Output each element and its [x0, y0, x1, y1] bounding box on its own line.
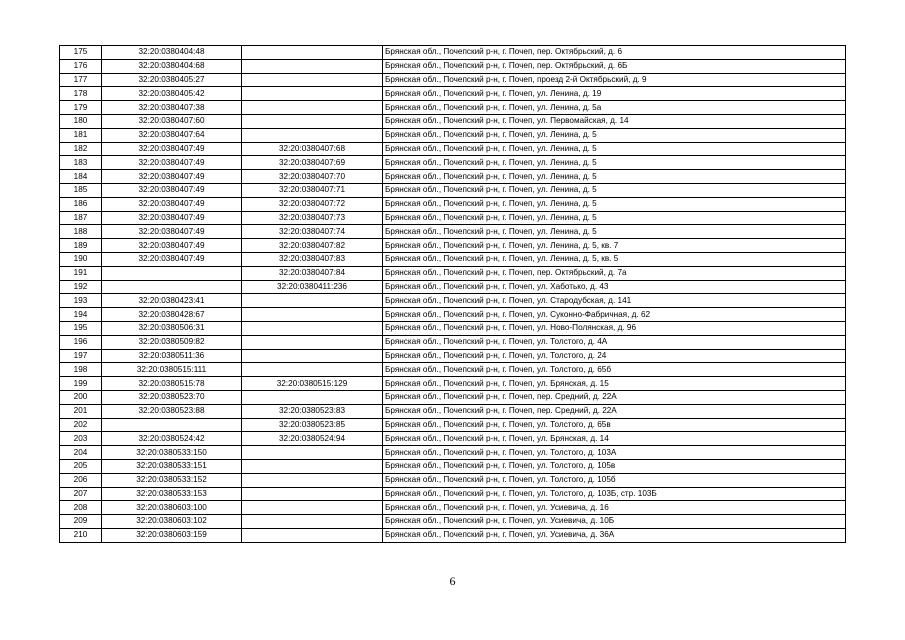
row-number-cell: 200 — [60, 390, 102, 404]
table-row — [60, 487, 846, 501]
related-cadastral-number-cell — [242, 390, 383, 404]
cadastral-number-cell: 32:20:0380407:64 — [102, 128, 242, 142]
cadastral-number-cell — [102, 418, 242, 432]
related-cadastral-number-cell: 32:20:0380407:68 — [242, 142, 383, 156]
related-cadastral-number-cell — [242, 321, 383, 335]
related-cadastral-number-cell — [242, 473, 383, 487]
table-row — [60, 446, 846, 460]
address-cell: Брянская обл., Почепский р-н, г. Почеп, ул. Хаботько, д. 43 — [383, 280, 846, 294]
cadastral-number-cell: 32:20:0380523:70 — [102, 390, 242, 404]
table-row — [60, 46, 846, 60]
address-cell: Брянская обл., Почепский р-н, г. Почеп, ул. Ленина, д. 19 — [383, 87, 846, 101]
cadastral-number-cell: 32:20:0380407:60 — [102, 114, 242, 128]
table-row — [60, 528, 846, 542]
row-number-cell: 201 — [60, 404, 102, 418]
related-cadastral-number-cell — [242, 46, 383, 60]
related-cadastral-number-cell — [242, 528, 383, 542]
row-number-cell: 203 — [60, 432, 102, 446]
related-cadastral-number-cell: 32:20:0380407:69 — [242, 156, 383, 170]
related-cadastral-number-cell: 32:20:0380523:85 — [242, 418, 383, 432]
related-cadastral-number-cell — [242, 446, 383, 460]
address-cell: Брянская обл., Почепский р-н, г. Почеп, ул. Усиевича, д. 10Б — [383, 515, 846, 529]
address-cell: Брянская обл., Почепский р-н, г. Почеп, ул. Ленина, д. 5 — [383, 183, 846, 197]
address-cell: Брянская обл., Почепский р-н, г. Почеп, ул. Ленина, д. 5 — [383, 142, 846, 156]
related-cadastral-number-cell: 32:20:0380407:70 — [242, 170, 383, 184]
address-cell: Брянская обл., Почепский р-н, г. Почеп, ул. Ново-Полянская, д. 96 — [383, 321, 846, 335]
table-row — [60, 321, 846, 335]
row-number-cell: 179 — [60, 101, 102, 115]
row-number-cell: 193 — [60, 294, 102, 308]
address-cell: Брянская обл., Почепский р-н, г. Почеп, пер. Средний, д. 22А — [383, 390, 846, 404]
table-row — [60, 197, 846, 211]
address-cell: Брянская обл., Почепский р-н, г. Почеп, ул. Ленина, д. 5 — [383, 225, 846, 239]
table-row — [60, 266, 846, 280]
address-cell: Брянская обл., Почепский р-н, г. Почеп, ул. Ленина, д. 5, кв. 5 — [383, 252, 846, 266]
address-cell: Брянская обл., Почепский р-н, г. Почеп, ул. Толстого, д. 105в — [383, 459, 846, 473]
table-row — [60, 501, 846, 515]
row-number-cell: 197 — [60, 349, 102, 363]
cadastral-number-cell: 32:20:0380533:150 — [102, 446, 242, 460]
table-row — [60, 170, 846, 184]
related-cadastral-number-cell: 32:20:0380407:83 — [242, 252, 383, 266]
row-number-cell: 178 — [60, 87, 102, 101]
row-number-cell: 186 — [60, 197, 102, 211]
table-row — [60, 101, 846, 115]
row-number-cell: 202 — [60, 418, 102, 432]
row-number-cell: 210 — [60, 528, 102, 542]
related-cadastral-number-cell — [242, 515, 383, 529]
cadastral-number-cell: 32:20:0380407:49 — [102, 170, 242, 184]
related-cadastral-number-cell — [242, 459, 383, 473]
row-number-cell: 192 — [60, 280, 102, 294]
cadastral-number-cell: 32:20:0380404:48 — [102, 46, 242, 60]
address-cell: Брянская обл., Почепский р-н, г. Почеп, ул. Брянская, д. 15 — [383, 377, 846, 391]
address-cell: Брянская обл., Почепский р-н, г. Почеп, ул. Суконно-Фабричная, д. 62 — [383, 308, 846, 322]
table-row — [60, 225, 846, 239]
cadastral-number-cell — [102, 266, 242, 280]
table-row — [60, 239, 846, 253]
row-number-cell: 188 — [60, 225, 102, 239]
cadastral-number-cell: 32:20:0380515:78 — [102, 377, 242, 391]
table-row — [60, 280, 846, 294]
table-row — [60, 335, 846, 349]
address-cell: Брянская обл., Почепский р-н, г. Почеп, ул. Толстого, д. 103А — [383, 446, 846, 460]
related-cadastral-number-cell — [242, 101, 383, 115]
cadastral-number-cell — [102, 280, 242, 294]
address-cell: Брянская обл., Почепский р-н, г. Почеп, ул. Толстого, д. 65в — [383, 418, 846, 432]
row-number-cell: 184 — [60, 170, 102, 184]
cadastral-number-cell: 32:20:0380407:49 — [102, 239, 242, 253]
address-cell: Брянская обл., Почепский р-н, г. Почеп, ул. Ленина, д. 5 — [383, 211, 846, 225]
table-row — [60, 432, 846, 446]
table-row — [60, 252, 846, 266]
related-cadastral-number-cell: 32:20:0380407:73 — [242, 211, 383, 225]
address-cell: Брянская обл., Почепский р-н, г. Почеп, ул. Усиевича, д. 16 — [383, 501, 846, 515]
related-cadastral-number-cell — [242, 114, 383, 128]
cadastral-number-cell: 32:20:0380407:49 — [102, 225, 242, 239]
cadastral-number-cell: 32:20:0380533:153 — [102, 487, 242, 501]
row-number-cell: 208 — [60, 501, 102, 515]
related-cadastral-number-cell: 32:20:0380515:129 — [242, 377, 383, 391]
table-row — [60, 183, 846, 197]
address-cell: Брянская обл., Почепский р-н, г. Почеп, ул. Брянская, д. 14 — [383, 432, 846, 446]
related-cadastral-number-cell — [242, 335, 383, 349]
table-row — [60, 404, 846, 418]
row-number-cell: 176 — [60, 59, 102, 73]
table-row — [60, 515, 846, 529]
cadastral-number-cell: 32:20:0380404:68 — [102, 59, 242, 73]
table-row — [60, 377, 846, 391]
row-number-cell: 181 — [60, 128, 102, 142]
page-number: 6 — [449, 574, 456, 588]
cadastral-number-cell: 32:20:0380603:102 — [102, 515, 242, 529]
cadastral-number-cell: 32:20:0380405:42 — [102, 87, 242, 101]
cadastral-number-cell: 32:20:0380524:42 — [102, 432, 242, 446]
table-body — [60, 46, 846, 543]
related-cadastral-number-cell — [242, 487, 383, 501]
row-number-cell: 175 — [60, 46, 102, 60]
address-cell: Брянская обл., Почепский р-н, г. Почеп, ул. Ленина, д. 5а — [383, 101, 846, 115]
cadastral-table — [59, 45, 846, 543]
table-row — [60, 294, 846, 308]
table-row — [60, 59, 846, 73]
cadastral-number-cell: 32:20:0380506:31 — [102, 321, 242, 335]
table-row — [60, 87, 846, 101]
cadastral-number-cell: 32:20:0380407:49 — [102, 211, 242, 225]
cadastral-number-cell: 32:20:0380533:152 — [102, 473, 242, 487]
address-cell: Брянская обл., Почепский р-н, г. Почеп, ул. Ленина, д. 5 — [383, 156, 846, 170]
row-number-cell: 191 — [60, 266, 102, 280]
row-number-cell: 194 — [60, 308, 102, 322]
table-row — [60, 308, 846, 322]
row-number-cell: 177 — [60, 73, 102, 87]
address-cell: Брянская обл., Почепский р-н, г. Почеп, пер. Октябрьский, д. 7а — [383, 266, 846, 280]
cadastral-number-cell: 32:20:0380511:36 — [102, 349, 242, 363]
cadastral-number-cell: 32:20:0380407:49 — [102, 252, 242, 266]
related-cadastral-number-cell — [242, 59, 383, 73]
row-number-cell: 198 — [60, 363, 102, 377]
address-cell: Брянская обл., Почепский р-н, г. Почеп, ул. Толстого, д. 65б — [383, 363, 846, 377]
table-row — [60, 418, 846, 432]
cadastral-number-cell: 32:20:0380407:49 — [102, 156, 242, 170]
row-number-cell: 206 — [60, 473, 102, 487]
row-number-cell: 190 — [60, 252, 102, 266]
row-number-cell: 189 — [60, 239, 102, 253]
address-cell: Брянская обл., Почепский р-н, г. Почеп, ул. Толстого, д. 4А — [383, 335, 846, 349]
address-cell: Брянская обл., Почепский р-н, г. Почеп, пер. Октябрьский, д. 6Б — [383, 59, 846, 73]
table-row — [60, 211, 846, 225]
table-row — [60, 114, 846, 128]
row-number-cell: 199 — [60, 377, 102, 391]
row-number-cell: 204 — [60, 446, 102, 460]
related-cadastral-number-cell — [242, 349, 383, 363]
cadastral-number-cell: 32:20:0380407:49 — [102, 197, 242, 211]
cadastral-number-cell: 32:20:0380405:27 — [102, 73, 242, 87]
related-cadastral-number-cell: 32:20:0380407:82 — [242, 239, 383, 253]
related-cadastral-number-cell: 32:20:0380524:94 — [242, 432, 383, 446]
address-cell: Брянская обл., Почепский р-н, г. Почеп, пер. Октябрьский, д. 6 — [383, 46, 846, 60]
row-number-cell: 182 — [60, 142, 102, 156]
row-number-cell: 180 — [60, 114, 102, 128]
related-cadastral-number-cell: 32:20:0380411:236 — [242, 280, 383, 294]
related-cadastral-number-cell — [242, 294, 383, 308]
row-number-cell: 196 — [60, 335, 102, 349]
cadastral-number-cell: 32:20:0380523:88 — [102, 404, 242, 418]
cadastral-number-cell: 32:20:0380509:82 — [102, 335, 242, 349]
related-cadastral-number-cell — [242, 87, 383, 101]
row-number-cell: 185 — [60, 183, 102, 197]
cadastral-number-cell: 32:20:0380407:49 — [102, 183, 242, 197]
table-row — [60, 459, 846, 473]
table-row — [60, 363, 846, 377]
table-row — [60, 156, 846, 170]
address-cell: Брянская обл., Почепский р-н, г. Почеп, ул. Усиевича, д. 36А — [383, 528, 846, 542]
related-cadastral-number-cell: 32:20:0380407:71 — [242, 183, 383, 197]
table-row — [60, 142, 846, 156]
related-cadastral-number-cell — [242, 308, 383, 322]
address-cell: Брянская обл., Почепский р-н, г. Почеп, ул. Ленина, д. 5 — [383, 170, 846, 184]
address-cell: Брянская обл., Почепский р-н, г. Почеп, ул. Толстого, д. 103Б, стр. 103Б — [383, 487, 846, 501]
related-cadastral-number-cell: 32:20:0380407:72 — [242, 197, 383, 211]
table-row — [60, 390, 846, 404]
row-number-cell: 183 — [60, 156, 102, 170]
address-cell: Брянская обл., Почепский р-н, г. Почеп, ул. Толстого, д. 105б — [383, 473, 846, 487]
row-number-cell: 195 — [60, 321, 102, 335]
row-number-cell: 205 — [60, 459, 102, 473]
cadastral-number-cell: 32:20:0380407:49 — [102, 142, 242, 156]
related-cadastral-number-cell — [242, 128, 383, 142]
cadastral-number-cell: 32:20:0380407:38 — [102, 101, 242, 115]
address-cell: Брянская обл., Почепский р-н, г. Почеп, ул. Первомайская, д. 14 — [383, 114, 846, 128]
address-cell: Брянская обл., Почепский р-н, г. Почеп, ул. Ленина, д. 5 — [383, 197, 846, 211]
related-cadastral-number-cell — [242, 501, 383, 515]
table-row — [60, 473, 846, 487]
cadastral-number-cell: 32:20:0380603:159 — [102, 528, 242, 542]
address-cell: Брянская обл., Почепский р-н, г. Почеп, пер. Средний, д. 22А — [383, 404, 846, 418]
cadastral-number-cell: 32:20:0380533:151 — [102, 459, 242, 473]
address-cell: Брянская обл., Почепский р-н, г. Почеп, ул. Толстого, д. 24 — [383, 349, 846, 363]
cadastral-number-cell: 32:20:0380603:100 — [102, 501, 242, 515]
related-cadastral-number-cell — [242, 363, 383, 377]
table-row — [60, 73, 846, 87]
address-cell: Брянская обл., Почепский р-н, г. Почеп, ул. Стародубская, д. 141 — [383, 294, 846, 308]
cadastral-number-cell: 32:20:0380428:67 — [102, 308, 242, 322]
cadastral-number-cell: 32:20:0380423:41 — [102, 294, 242, 308]
cadastral-number-cell: 32:20:0380515:111 — [102, 363, 242, 377]
row-number-cell: 207 — [60, 487, 102, 501]
address-cell: Брянская обл., Почепский р-н, г. Почеп, ул. Ленина, д. 5 — [383, 128, 846, 142]
address-cell: Брянская обл., Почепский р-н, г. Почеп, ул. Ленина, д. 5, кв. 7 — [383, 239, 846, 253]
table-row — [60, 128, 846, 142]
address-cell: Брянская обл., Почепский р-н, г. Почеп, проезд 2-й Октябрьский, д. 9 — [383, 73, 846, 87]
table-row — [60, 349, 846, 363]
related-cadastral-number-cell — [242, 73, 383, 87]
related-cadastral-number-cell: 32:20:0380523:83 — [242, 404, 383, 418]
related-cadastral-number-cell: 32:20:0380407:74 — [242, 225, 383, 239]
related-cadastral-number-cell: 32:20:0380407:84 — [242, 266, 383, 280]
row-number-cell: 187 — [60, 211, 102, 225]
row-number-cell: 209 — [60, 515, 102, 529]
